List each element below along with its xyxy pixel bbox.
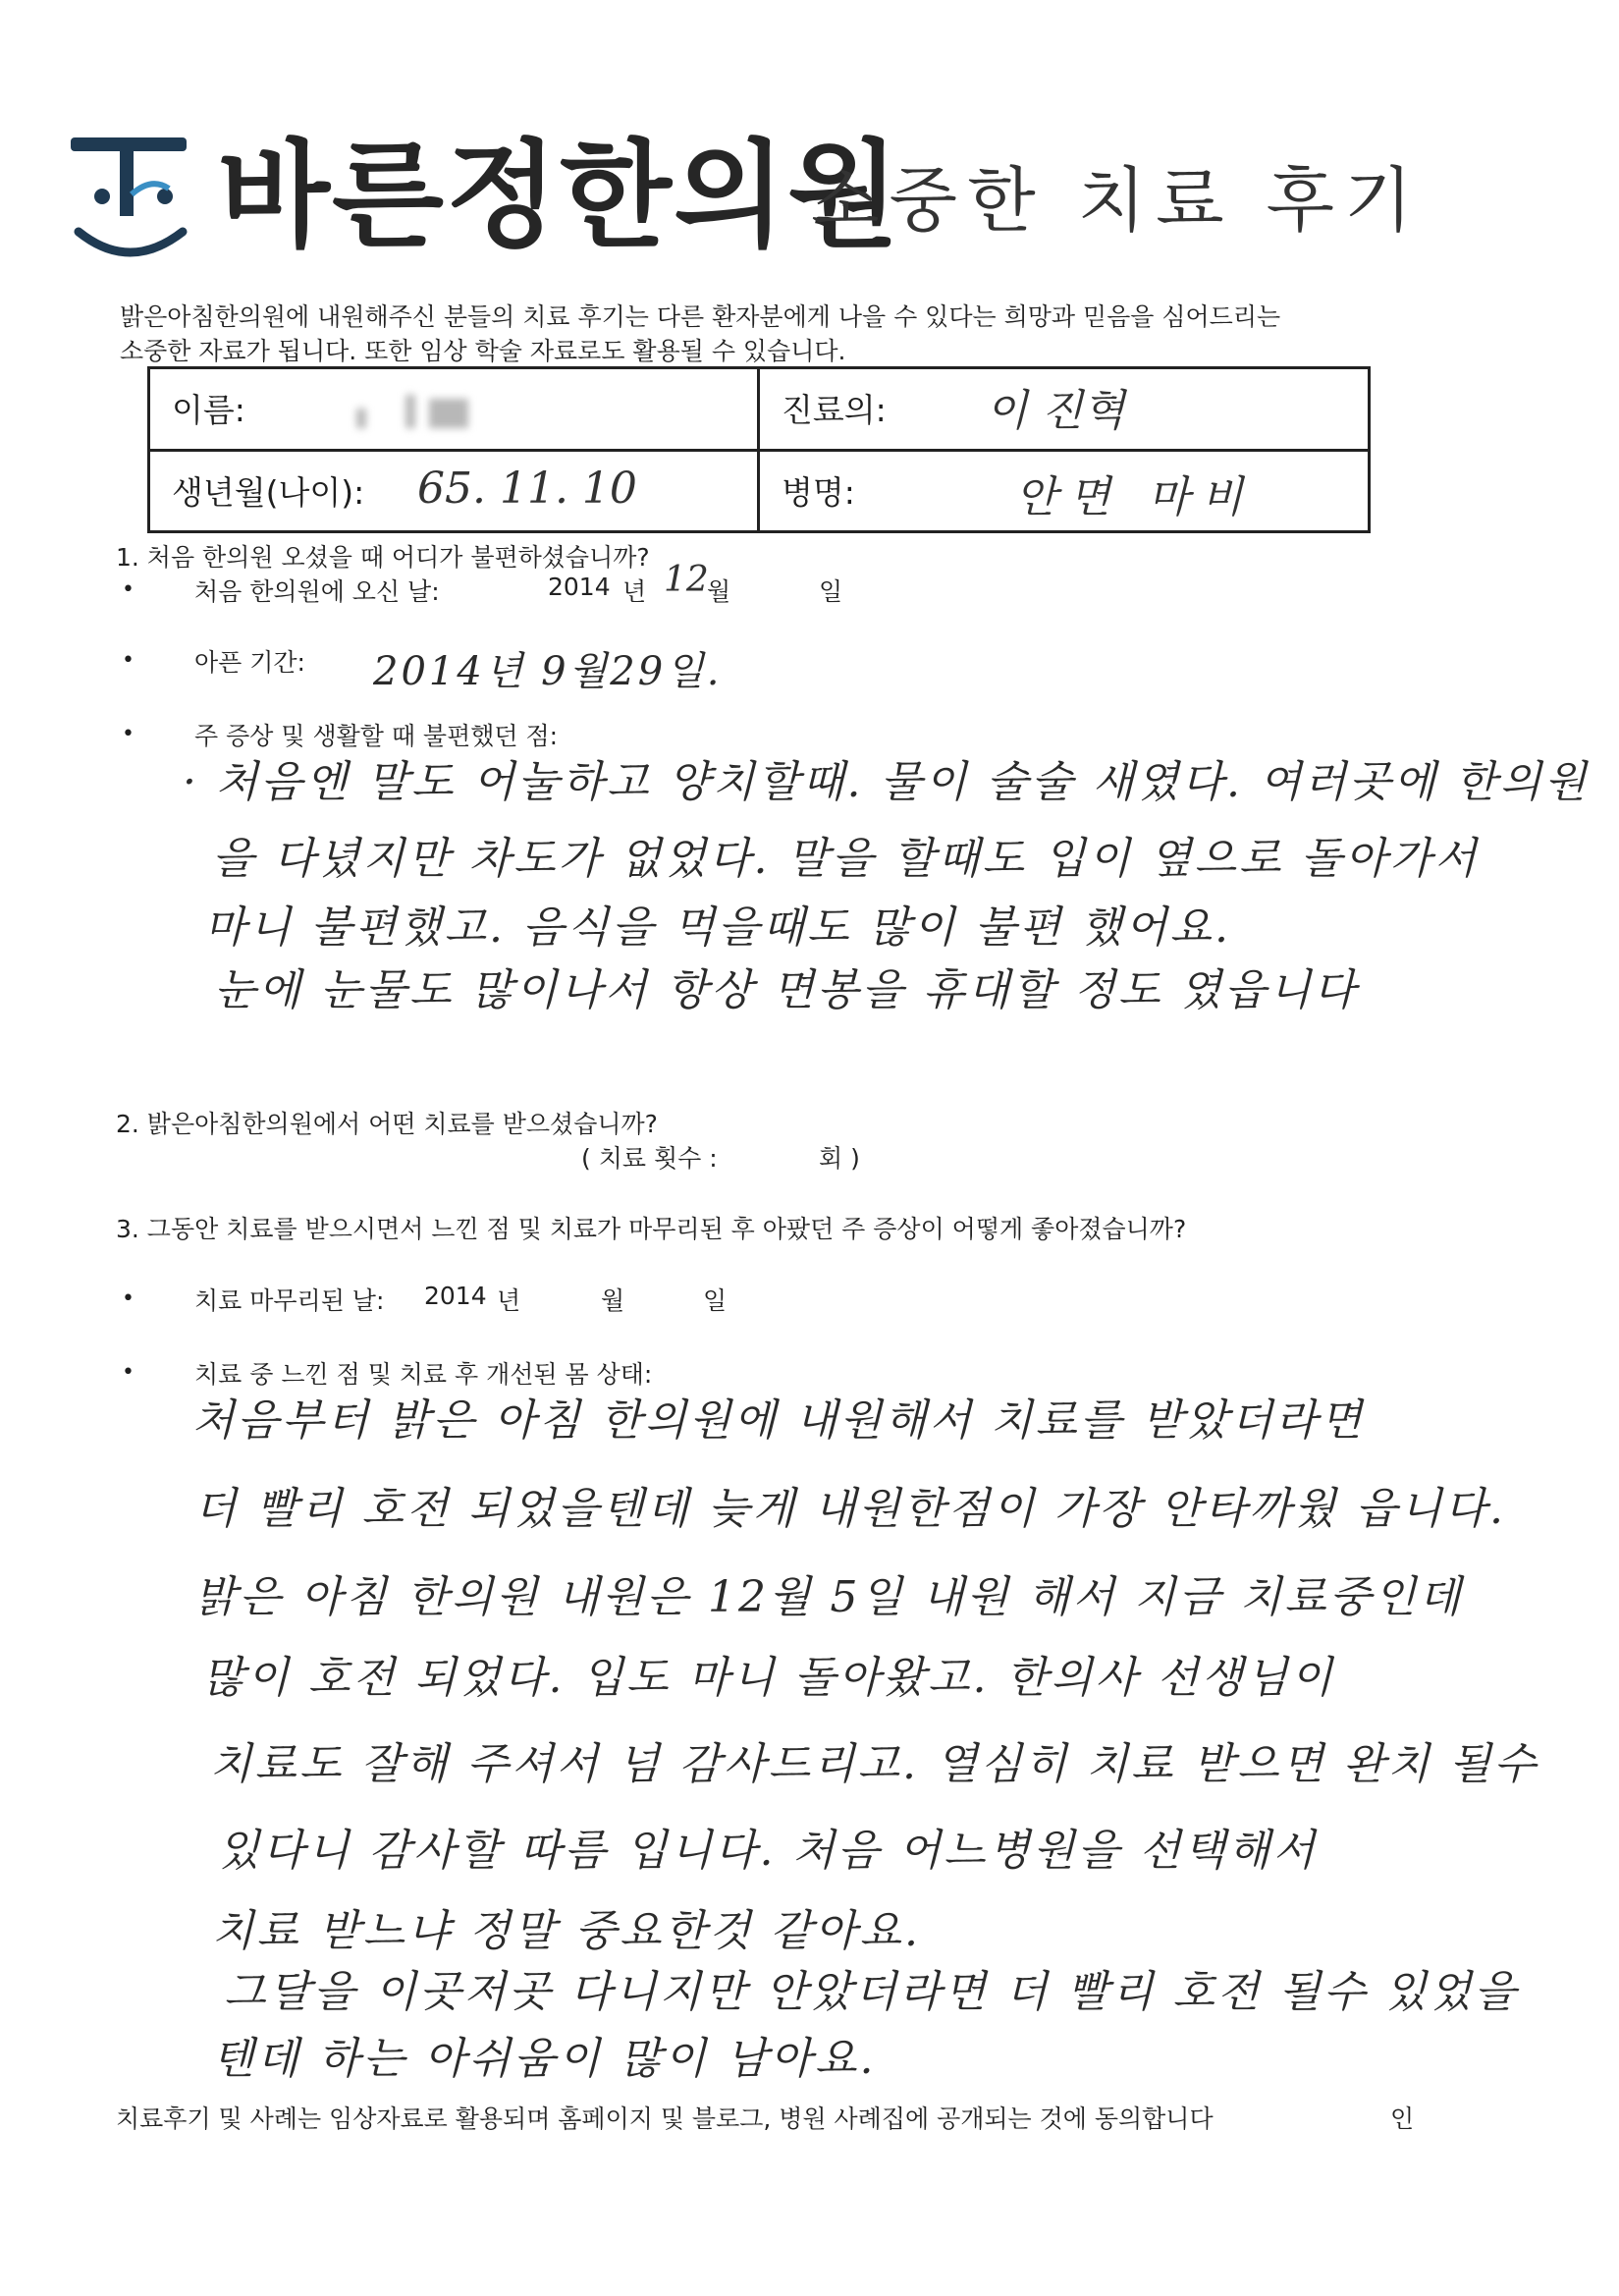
first-visit-day-unit: 일 — [819, 577, 843, 606]
bullet-icon: • — [122, 1360, 135, 1385]
intro-line-1: 밝은아침한의원에 내원해주신 분들의 치료 후기는 다른 환자분에게 나을 수 있다는 희망과 믿음을 심어드리는 — [120, 302, 1281, 331]
bullet-icon: • — [122, 648, 135, 673]
pain-period-label: 아픈 기간: — [194, 648, 305, 677]
disease-value: 안면 마비 — [1015, 471, 1256, 522]
bullet-icon: • — [122, 577, 135, 602]
doctor-cell — [759, 368, 1370, 451]
clinic-logo-icon — [71, 137, 189, 265]
treatment-count-unit: 회 ) — [819, 1144, 860, 1173]
disease-cell — [759, 450, 1370, 532]
disease-label: 병명: — [782, 472, 855, 512]
birth-label: 생년월(나이): — [172, 472, 365, 512]
treatment-end-label: 치료 마무리된 날: — [194, 1286, 385, 1315]
treatment-end-month-unit: 월 — [601, 1286, 625, 1315]
symptom-label: 주 증상 및 생활할 때 불편했던 점: — [194, 722, 559, 750]
clinic-name: 바른정한의원 — [218, 128, 901, 263]
seal-label: 인 — [1390, 2105, 1415, 2133]
first-visit-month: 12 — [664, 560, 709, 600]
first-visit-month-unit: 월 — [707, 577, 731, 606]
intro-text — [120, 300, 1280, 368]
name-cell — [149, 368, 759, 451]
question-3-title: 3. 그동안 치료를 받으시면서 느낀 점 및 치료가 마무리된 후 아팠던 주 증상이 어떻게 좋아졌습니까? — [116, 1215, 1187, 1243]
first-visit-label: 처음 한의원에 오신 날: — [194, 577, 440, 606]
improvement-label: 치료 중 느낀 점 및 치료 후 개선된 몸 상태: — [194, 1360, 653, 1389]
review-line: 그달을 이곳저곳 다니지만 안았더라면 더 빨리 호전 될수 있었을 — [224, 1967, 1519, 2017]
first-visit-year: 2014 — [548, 573, 611, 601]
review-line: 치료 받느냐 정말 중요한것 같아요. — [212, 1906, 921, 1956]
birth-cell — [149, 450, 759, 532]
review-line: 더 빨리 호전 되었을텐데 늦게 내원한점이 가장 안타까웠 읍니다. — [194, 1484, 1506, 1534]
review-line: 밝은 아침 한의원 내원은 12월 5일 내원 해서 지금 치료중인데 — [194, 1572, 1464, 1622]
consent-statement: 치료후기 및 사례는 임상자료로 활용되며 홈페이지 및 블로그, 병원 사례집에 공개되는 것에 동의합니다 — [116, 2105, 1214, 2133]
patient-info-table — [147, 366, 1371, 533]
symptom-line: · 처음엔 말도 어눌하고 양치할때. 물이 술술 새였다. 여러곳에 한의원 — [183, 757, 1590, 807]
question-2-title: 2. 밝은아침한의원에서 어떤 치료를 받으셨습니까? — [116, 1110, 658, 1138]
intro-line-2: 소중한 자료가 됩니다. 또한 임상 학술 자료로도 활용될 수 있습니다. — [120, 337, 846, 365]
name-redacted — [356, 395, 468, 436]
symptom-line: 눈에 눈물도 많이나서 항상 면봉을 휴대할 정도 였읍니다 — [214, 965, 1359, 1015]
review-line: 있다니 감사할 따름 입니다. 처음 어느병원을 선택해서 — [218, 1826, 1318, 1876]
birth-value: 65. 11. 10 — [417, 463, 637, 514]
symptom-line: 을 다녔지만 차도가 없었다. 말을 할때도 입이 옆으로 돌아가서 — [212, 834, 1480, 884]
review-line: 치료도 잘해 주셔서 넘 감사드리고. 열심히 치료 받으면 완치 될수 — [210, 1739, 1538, 1789]
pain-period-value: 2014년 9월29일. — [373, 649, 723, 694]
first-visit-year-unit: 년 — [622, 577, 647, 606]
question-1-title: 1. 처음 한의원 오셨을 때 어디가 불편하셨습니까? — [116, 543, 650, 572]
treatment-end-day-unit: 일 — [703, 1286, 728, 1315]
doctor-value: 이 진혁 — [986, 386, 1125, 436]
treatment-count-label: ( 치료 횟수 : — [581, 1144, 718, 1173]
doctor-label: 진료의: — [782, 391, 887, 429]
bullet-icon: • — [122, 722, 135, 746]
treatment-end-year: 2014 — [424, 1282, 487, 1310]
review-line: 처음부터 밝은 아침 한의원에 내원해서 치료를 받았더라면 — [192, 1395, 1366, 1446]
page-title: 소중한 치료 후기 — [811, 159, 1423, 242]
treatment-end-year-unit: 년 — [497, 1286, 521, 1315]
symptom-line: 마니 불편했고. 음식을 먹을때도 많이 불편 했어요. — [204, 902, 1231, 953]
bullet-icon: • — [122, 1286, 135, 1311]
review-line: 텐데 하는 아쉬움이 많이 남아요. — [212, 2034, 877, 2084]
review-line: 많이 호전 되었다. 입도 마니 돌아왔고. 한의사 선생님이 — [202, 1653, 1335, 1703]
name-label: 이름: — [172, 391, 245, 429]
